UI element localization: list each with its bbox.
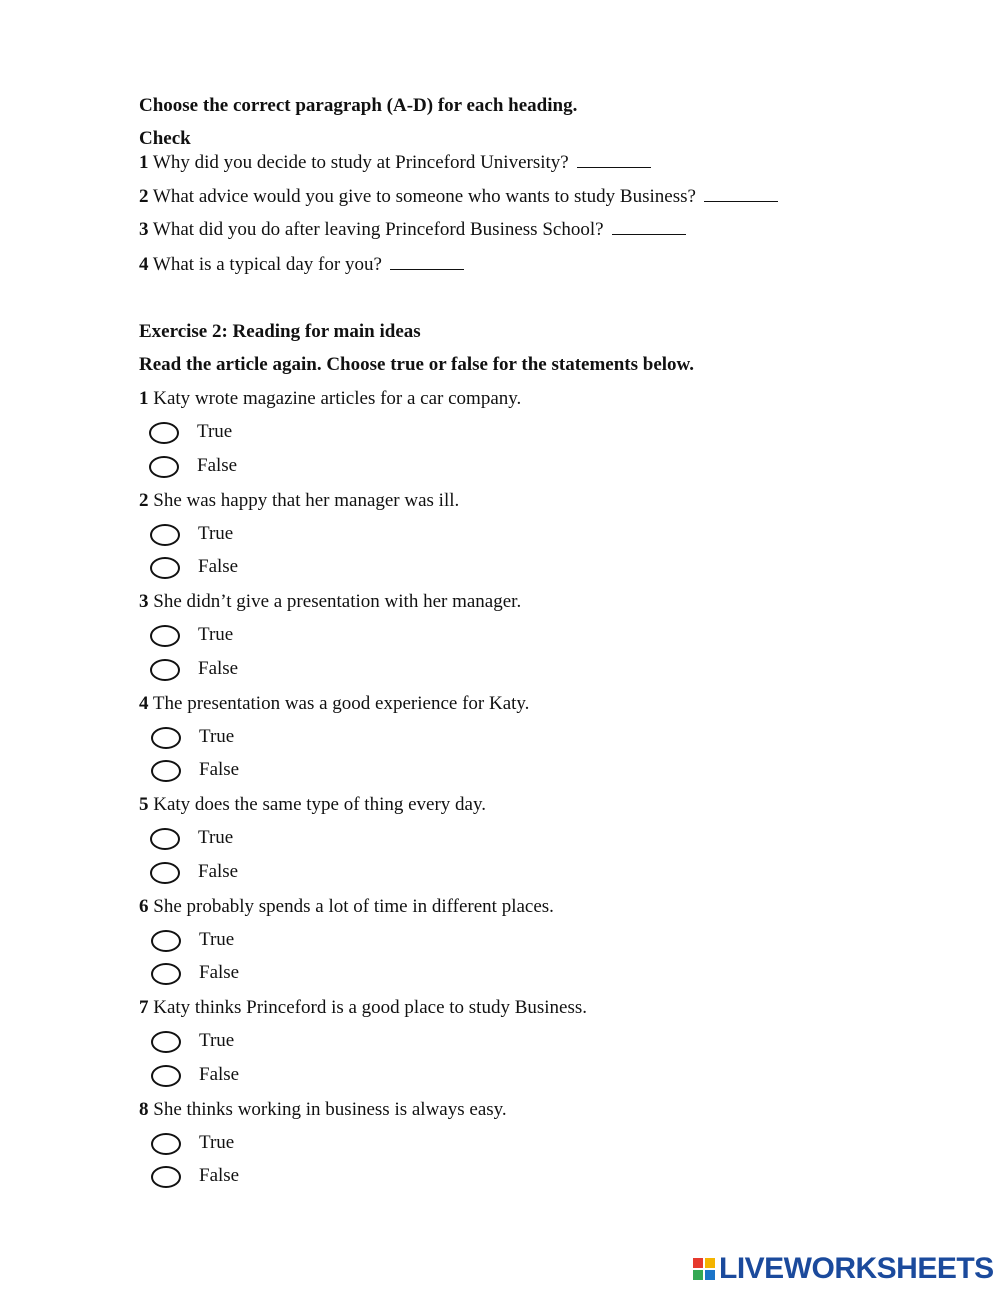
option-label: True: [199, 929, 235, 950]
q4-option-true[interactable]: [151, 725, 235, 751]
option-label: True: [197, 421, 233, 442]
radio-button[interactable]: [151, 1031, 181, 1053]
item-text: Why did you decide to study at Princeford University?: [152, 152, 569, 173]
exercise2-instruction: Read the article again. Choose true or false for the statements below.: [139, 354, 694, 375]
q3-option-false[interactable]: [150, 657, 239, 683]
option-label: False: [198, 658, 239, 679]
radio-button[interactable]: [151, 1065, 181, 1087]
question-text: Katy thinks Princeford is a good place to study Business.: [153, 997, 588, 1018]
option-label: False: [197, 455, 238, 476]
q6-option-false[interactable]: [151, 961, 240, 987]
option-label: False: [198, 556, 239, 577]
q8-option-true[interactable]: [151, 1131, 235, 1157]
option-label: True: [198, 827, 234, 848]
section1-instruction: Choose the correct paragraph (A-D) for each heading.: [139, 95, 578, 116]
option-label: True: [199, 726, 235, 747]
q2-option-true[interactable]: [150, 522, 234, 548]
radio-button[interactable]: [150, 659, 180, 681]
radio-button[interactable]: [149, 422, 179, 444]
check-label: Check: [139, 128, 191, 149]
radio-button[interactable]: [151, 1166, 181, 1188]
item-number: 2: [139, 186, 149, 207]
q8-option-false[interactable]: [151, 1164, 240, 1190]
option-label: True: [198, 624, 234, 645]
liveworksheets-logo: [693, 1254, 994, 1284]
q2-option-false[interactable]: [150, 555, 239, 581]
logo-text: LIVEWORKSHEETS: [719, 1252, 994, 1285]
q1-option-false[interactable]: [149, 454, 238, 480]
question-3: [139, 591, 521, 613]
radio-button[interactable]: [151, 1133, 181, 1155]
option-label: False: [199, 1165, 240, 1186]
question-text: She probably spends a lot of time in different places.: [153, 896, 554, 917]
q7-option-false[interactable]: [151, 1063, 240, 1089]
question-number: 8: [139, 1099, 149, 1120]
question-number: 7: [139, 997, 149, 1018]
q1-option-true[interactable]: [149, 420, 233, 446]
question-number: 3: [139, 591, 149, 612]
answer-blank[interactable]: [577, 153, 651, 168]
option-label: True: [198, 523, 234, 544]
q3-option-true[interactable]: [150, 623, 234, 649]
option-label: False: [198, 861, 239, 882]
question-2: [139, 490, 459, 512]
question-5: [139, 794, 486, 816]
q4-option-false[interactable]: [151, 758, 240, 784]
option-label: False: [199, 1064, 240, 1085]
question-number: 1: [139, 388, 149, 409]
question-number: 5: [139, 794, 149, 815]
item-text: What advice would you give to someone who wants to study Business?: [152, 186, 696, 207]
item-number: 1: [139, 152, 149, 173]
option-label: False: [199, 962, 240, 983]
radio-button[interactable]: [150, 557, 180, 579]
radio-button[interactable]: [150, 828, 180, 850]
q7-option-true[interactable]: [151, 1029, 235, 1055]
question-7: [139, 997, 587, 1019]
item-text: What did you do after leaving Princeford Business School?: [152, 219, 604, 240]
question-text: Katy wrote magazine articles for a car company.: [153, 388, 522, 409]
question-text: The presentation was a good experience for Katy.: [152, 693, 530, 714]
radio-button[interactable]: [150, 625, 180, 647]
heading-item: [139, 254, 464, 276]
q5-option-false[interactable]: [150, 860, 239, 886]
question-text: She thinks working in business is always easy.: [153, 1099, 507, 1120]
heading-item: [139, 152, 651, 174]
radio-button[interactable]: [151, 760, 181, 782]
heading-item: [139, 186, 778, 208]
question-8: [139, 1099, 507, 1121]
radio-button[interactable]: [151, 727, 181, 749]
question-text: She was happy that her manager was ill.: [153, 490, 460, 511]
logo-block-yellow: [705, 1258, 715, 1268]
logo-block-red: [693, 1258, 703, 1268]
radio-button[interactable]: [151, 930, 181, 952]
item-number: 4: [139, 254, 149, 275]
radio-button[interactable]: [151, 963, 181, 985]
logo-block-blue: [705, 1270, 715, 1280]
question-1: [139, 388, 521, 410]
option-label: True: [199, 1030, 235, 1051]
heading-item: [139, 219, 686, 241]
radio-button[interactable]: [150, 862, 180, 884]
logo-block-green: [693, 1270, 703, 1280]
q6-option-true[interactable]: [151, 928, 235, 954]
item-text: What is a typical day for you?: [152, 254, 382, 275]
radio-button[interactable]: [149, 456, 179, 478]
answer-blank[interactable]: [704, 187, 778, 202]
question-number: 6: [139, 896, 149, 917]
question-number: 4: [139, 693, 149, 714]
question-number: 2: [139, 490, 149, 511]
question-text: She didn’t give a presentation with her manager.: [153, 591, 522, 612]
radio-button[interactable]: [150, 524, 180, 546]
logo-blocks-icon: [693, 1258, 715, 1280]
item-number: 3: [139, 219, 149, 240]
question-6: [139, 896, 554, 918]
option-label: False: [199, 759, 240, 780]
answer-blank[interactable]: [612, 220, 686, 235]
question-4: [139, 693, 529, 715]
answer-blank[interactable]: [390, 255, 464, 270]
exercise2-title: Exercise 2: Reading for main ideas: [139, 321, 421, 342]
q5-option-true[interactable]: [150, 826, 234, 852]
question-text: Katy does the same type of thing every day.: [153, 794, 487, 815]
option-label: True: [199, 1132, 235, 1153]
